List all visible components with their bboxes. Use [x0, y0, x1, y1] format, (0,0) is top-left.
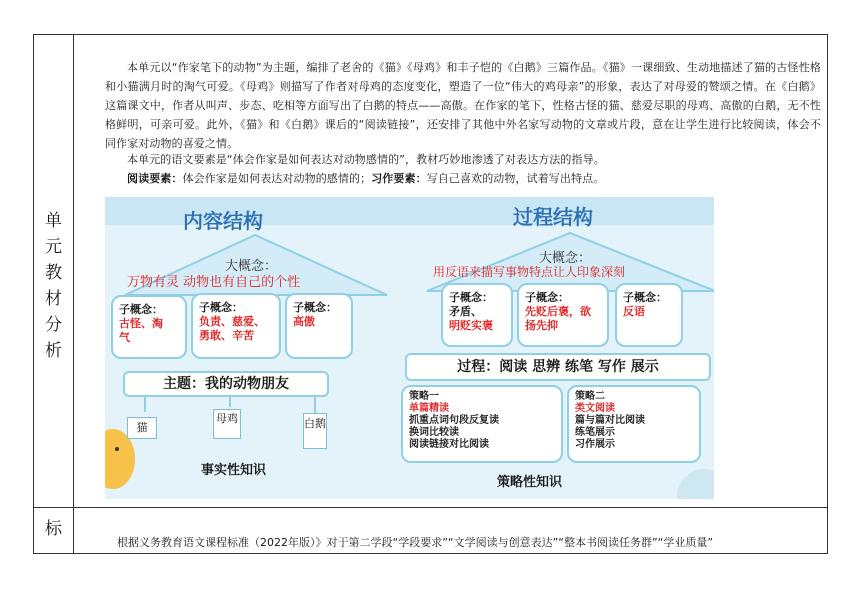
table-row-divider — [33, 507, 828, 508]
strategy-title: 策略二 — [575, 391, 605, 402]
strategy-highlight: 类文阅读 — [575, 403, 615, 414]
row-label-standard: 标 — [45, 519, 62, 539]
sub-concept-label: 子概念： — [623, 291, 667, 304]
right-title: 过程结构 — [513, 205, 593, 229]
right-process-bar: 过程：阅读 思辨 练笔 写作 展示 — [405, 353, 711, 381]
paragraph-elements — [105, 150, 821, 169]
animal-hen: 母鸡 — [213, 409, 241, 439]
reading-text: 体会作家是如何表达对动物的感情的； — [182, 172, 372, 185]
sub-concept-value: 反语 — [623, 305, 645, 318]
animal-cat: 猫 — [127, 417, 157, 439]
animal-goose: 白鹅 — [303, 413, 327, 449]
sub-concept-label: 子概念： — [293, 301, 337, 314]
left-sub-concept-2 — [191, 293, 281, 359]
row-label-char: 材 — [45, 289, 62, 309]
sub-concept-value: 负责、慈爱、勇敢、辛苦 — [199, 315, 265, 342]
writing-text: 写自己喜欢的动物，试着写出特点。 — [426, 172, 605, 185]
writing-label: 习作要素： — [371, 172, 427, 185]
sub-concept-value: 矛盾、 — [449, 305, 482, 318]
sub-concept-value: 先贬后褒，欲扬先抑 — [525, 305, 591, 332]
structure-diagram — [105, 197, 714, 499]
sub-concept-label: 子概念： — [199, 301, 243, 314]
left-knowledge-label: 事实性知识 — [201, 463, 267, 478]
row-label-char: 教 — [45, 263, 62, 283]
paragraph-text: 本单元以“作家笔下的动物”为主题，编排了老舍的《猫》《母鸡》和丰子恺的《白鹅》三篇作品。《猫》一课细致、生动地描述了猫的古怪性格和小猫满月时的淘气可爱。《母鸡》则描写了作者对母鸡的态度变化，塑造了一位“伟大的鸡母亲”的形象，表达了对母爱的赞颂之情。在《白鹅》这篇课文中，作者从叫声、步态、吃相等方面写出了白鹅的特点——高傲。在作家的笔下，性格古怪的猫、慈爱尽职的母鸡、高傲的白鹅，无不性格鲜明，可亲可爱。此外，《猫》和《白鹅》课后的“阅读链接”，还安排了其他中外名家写动物的文章或片段，意在让学生进行比较阅读，体会不同作家对动物的喜爱之情。 — [105, 61, 821, 150]
right-sub-concept-3 — [615, 283, 683, 347]
strategy-one-box — [401, 385, 563, 463]
right-big-concept-label: 大概念： — [539, 251, 592, 266]
strategy-item: 换词比较读 — [409, 427, 459, 438]
right-sub-concept-2 — [517, 283, 609, 347]
strategy-item: 篇与篇对比阅读 — [575, 415, 645, 426]
sub-concept-value: 古怪、淘气 — [119, 317, 163, 344]
left-sub-concept-3 — [285, 293, 353, 359]
strategy-item: 练笔展示 — [575, 427, 615, 438]
left-title: 内容结构 — [183, 209, 263, 233]
strategy-two-box — [567, 385, 701, 463]
row-label-char: 析 — [45, 341, 62, 361]
right-big-concept: 用反语来描写事物特点让人印象深刻 — [433, 265, 626, 279]
paragraph-requirements — [105, 169, 821, 188]
table-column-divider — [73, 34, 74, 554]
left-big-concept-label: 大概念： — [225, 259, 278, 274]
strategy-item: 习作展示 — [575, 439, 615, 450]
paragraph-intro — [105, 58, 821, 153]
strategy-title: 策略一 — [409, 391, 439, 402]
strategy-item: 阅读链接对比阅读 — [409, 439, 489, 450]
row-label-char: 单 — [45, 211, 62, 231]
row-label-unit-analysis — [34, 208, 73, 364]
left-theme-bar: 主题：我的动物朋友 — [123, 371, 329, 397]
sub-concept-value: 明贬实褒 — [449, 319, 493, 332]
corner-decoration — [677, 469, 714, 499]
standard-text: 根据义务教育语文课程标准（2022年版）》对于第二学段“学段要求”“文学阅读与创意表达”“整本书阅读任务群”“学业质量” — [117, 536, 714, 549]
reading-label: 阅读要素： — [127, 172, 183, 185]
row-label-char: 分 — [45, 315, 62, 335]
right-sub-concept-1 — [441, 283, 513, 347]
strategy-highlight: 单篇精读 — [409, 403, 449, 414]
right-knowledge-label: 策略性知识 — [497, 475, 563, 490]
sub-concept-label: 子概念： — [119, 303, 163, 316]
strategy-item: 抓重点词句段反复读 — [409, 415, 499, 426]
sub-concept-value: 高傲 — [293, 315, 315, 328]
sub-concept-label: 子概念： — [525, 291, 569, 304]
left-big-concept: 万物有灵 动物也有自己的个性 — [127, 275, 301, 290]
left-sub-concept-1 — [111, 295, 187, 359]
paragraph-text: 本单元的语文要素是“体会作家是如何表达对动物感情的”，教材巧妙地渗透了对表达方法的指导。 — [127, 153, 605, 166]
sub-concept-label: 子概念： — [449, 291, 493, 304]
row-label-char: 元 — [45, 237, 62, 257]
